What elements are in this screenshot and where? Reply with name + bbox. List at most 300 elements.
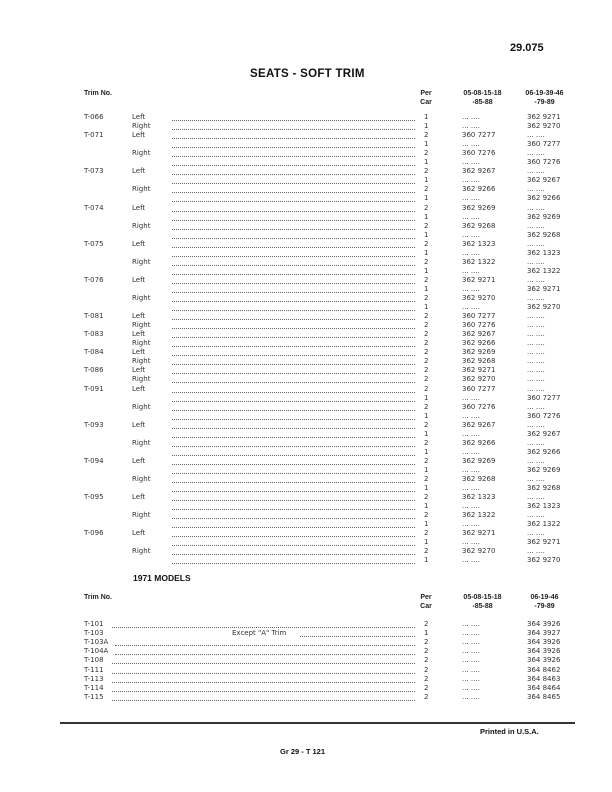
part-number-col2: ... .... [527, 312, 545, 321]
trim-number: T-093 [84, 420, 104, 429]
side-label: Left [132, 203, 146, 212]
per-car: 2 [424, 149, 429, 158]
part-number-col2: 364 3926 [527, 638, 561, 647]
per-car: 1 [424, 629, 429, 638]
leader-dots [172, 177, 415, 184]
part-number-col2: ... .... [527, 239, 545, 248]
trim-number: T-084 [84, 348, 104, 357]
side-label: Right [132, 402, 151, 411]
part-number-col2: 362 9270 [527, 122, 561, 131]
part-number-col1: ... .... [462, 212, 480, 221]
page-reference: Gr 29 - T 121 [280, 747, 326, 756]
part-number-col1: 362 9267 [462, 330, 496, 339]
part-number-col1: 362 9266 [462, 339, 496, 348]
part-number-col1: 360 7277 [462, 131, 496, 140]
leader-dots [172, 521, 415, 528]
part-number-col1: 360 7276 [462, 402, 496, 411]
trim-number: T-113 [84, 674, 104, 683]
trim-number: T-086 [84, 366, 104, 375]
leader-dots [112, 657, 415, 664]
part-number-col2: ... .... [527, 221, 545, 230]
part-number-col1: 362 1322 [462, 511, 496, 520]
leader-dots [172, 404, 415, 411]
part-number-col1: ... .... [462, 411, 480, 420]
part-number-col2: 362 9268 [527, 230, 561, 239]
part-number-col1: ... .... [462, 194, 480, 203]
side-label: Right [132, 122, 151, 131]
trim-number: T-101 [84, 620, 104, 628]
part-number-col2: ... .... [527, 511, 545, 520]
per-car: 2 [424, 647, 429, 656]
leader-dots [172, 440, 415, 447]
part-number-col1: 362 9267 [462, 167, 496, 176]
trim-number: T-091 [84, 384, 104, 393]
part-number-col2: ... .... [527, 420, 545, 429]
header-trim-no: Trim No. [84, 90, 113, 97]
trim-number: T-094 [84, 456, 104, 465]
part-number-col2: 360 7277 [527, 393, 561, 402]
part-number-col1: ... .... [462, 176, 480, 185]
part-number-col2: 362 9270 [527, 556, 561, 565]
side-label: Left [132, 384, 146, 393]
part-number-col2: ... .... [527, 203, 545, 212]
per-car: 1 [424, 393, 429, 402]
header-car: Car [420, 603, 432, 610]
part-number-col2: ... .... [527, 348, 545, 357]
side-label: Right [132, 149, 151, 158]
header-col2-line1: 06-19-46 [530, 594, 559, 601]
per-car: 2 [424, 185, 429, 194]
leader-dots [172, 367, 415, 374]
part-number-col1: ... .... [462, 248, 480, 257]
leader-dots [172, 512, 415, 519]
side-label: Right [132, 257, 151, 266]
part-number-col1: ... .... [462, 484, 480, 493]
per-car: 2 [424, 221, 429, 230]
trim-number: T-083 [84, 330, 104, 339]
leader-dots [172, 358, 415, 365]
per-car: 2 [424, 167, 429, 176]
part-number-col2: ... .... [527, 456, 545, 465]
per-car: 2 [424, 620, 429, 628]
part-number-col1: ... .... [462, 230, 480, 239]
part-number-col2: ... .... [527, 493, 545, 502]
part-number-col2: ... .... [527, 438, 545, 447]
part-number-col1: 362 9269 [462, 456, 496, 465]
leader-dots [172, 386, 415, 393]
per-car: 2 [424, 239, 429, 248]
part-number-col2: 362 9266 [527, 194, 561, 203]
header-col2-line2: -79-89 [534, 603, 555, 610]
part-number-col2: 360 7276 [527, 411, 561, 420]
per-car: 1 [424, 465, 429, 474]
part-number-col2: ... .... [527, 402, 545, 411]
part-number-col2: ... .... [527, 366, 545, 375]
part-number-col2: 362 9269 [527, 212, 561, 221]
side-label: Left [132, 131, 146, 140]
header-col1-line1: 05-08-15-18 [463, 90, 502, 97]
leader-dots [115, 648, 415, 655]
part-number-col1: ... .... [462, 284, 480, 293]
part-number-col2: 362 9268 [527, 484, 561, 493]
per-car: 2 [424, 375, 429, 384]
part-number-col1: 362 9270 [462, 375, 496, 384]
per-car: 1 [424, 176, 429, 185]
part-number-col1: 360 7276 [462, 149, 496, 158]
printed-in-usa: Printed in U.S.A. [480, 727, 539, 736]
header-car: Car [420, 99, 432, 106]
part-number-col2: ... .... [527, 529, 545, 538]
per-car: 2 [424, 674, 429, 683]
part-number-col1: 362 1322 [462, 257, 496, 266]
leader-dots [172, 449, 415, 456]
per-car: 2 [424, 330, 429, 339]
part-number-col1: 362 9270 [462, 294, 496, 302]
leader-dots [172, 458, 415, 465]
part-number-col2: 362 9271 [527, 538, 561, 547]
leader-dots [172, 277, 415, 284]
part-number-col1: ... .... [462, 140, 480, 149]
per-car: 1 [424, 556, 429, 565]
leader-dots [172, 485, 415, 492]
per-car: 1 [424, 284, 429, 293]
leader-dots [172, 114, 415, 121]
per-car: 2 [424, 402, 429, 411]
side-label: Right [132, 375, 151, 384]
leader-dots [172, 503, 415, 510]
trim-number: T-076 [84, 275, 104, 284]
per-car: 2 [424, 529, 429, 538]
part-number-col1: ... .... [462, 158, 480, 167]
leader-dots [172, 214, 415, 221]
part-number-col1: 362 9267 [462, 420, 496, 429]
part-number-col1: ... .... [462, 122, 480, 131]
per-car: 1 [424, 140, 429, 149]
part-number-col2: ... .... [527, 321, 545, 330]
part-number-col2: 362 9267 [527, 429, 561, 438]
leader-dots [172, 141, 415, 148]
per-car: 2 [424, 665, 429, 674]
leader-dots [172, 205, 415, 212]
trim-number: T-081 [84, 312, 104, 321]
per-car: 2 [424, 692, 429, 701]
part-number-col1: ... .... [462, 447, 480, 456]
leader-dots [112, 621, 415, 628]
per-car: 2 [424, 348, 429, 357]
part-number-col2: ... .... [527, 339, 545, 348]
part-number-col2: ... .... [527, 257, 545, 266]
per-car: 2 [424, 511, 429, 520]
per-car: 2 [424, 456, 429, 465]
trim-number: T-071 [84, 131, 104, 140]
part-number-col1: 362 9269 [462, 348, 496, 357]
trim-number: T-115 [84, 692, 104, 701]
per-car: 2 [424, 493, 429, 502]
leader-dots [172, 250, 415, 257]
part-number-col1: ... .... [462, 303, 480, 312]
per-car: 2 [424, 257, 429, 266]
leader-dots [300, 630, 415, 637]
part-number-col2: ... .... [527, 375, 545, 384]
part-number-col1: ... .... [462, 266, 480, 275]
part-number-col2: ... .... [527, 275, 545, 284]
part-number-col2: 364 3926 [527, 656, 561, 665]
leader-dots [172, 304, 415, 311]
part-number-col1: 362 9266 [462, 438, 496, 447]
per-car: 2 [424, 683, 429, 692]
part-number-col1: 360 7277 [462, 312, 496, 321]
side-label: Left [132, 312, 146, 321]
leader-dots [172, 241, 415, 248]
side-label: Left [132, 529, 146, 538]
header-per: Per [420, 594, 432, 601]
leader-dots [172, 539, 415, 546]
trim-number: T-104A [84, 647, 109, 656]
leader-dots [172, 186, 415, 193]
part-number-col1: 362 9268 [462, 221, 496, 230]
part-number-col2: ... .... [527, 294, 545, 302]
part-number-col1: 362 1323 [462, 493, 496, 502]
side-label: Left [132, 456, 146, 465]
header-per: Per [420, 90, 432, 97]
part-number-col1: ... .... [462, 620, 480, 628]
leader-dots [172, 150, 415, 157]
leader-dots [172, 413, 415, 420]
leader-dots [172, 395, 415, 402]
part-number-col1: ... .... [462, 113, 480, 121]
side-label: Right [132, 339, 151, 348]
page-title: SEATS - SOFT TRIM [250, 68, 365, 80]
leader-dots [172, 286, 415, 293]
per-car: 2 [424, 321, 429, 330]
side-label: Right [132, 321, 151, 330]
part-number-col1: ... .... [462, 692, 480, 701]
trim-number: T-075 [84, 239, 104, 248]
part-number-col1: 362 9271 [462, 529, 496, 538]
per-car: 1 [424, 502, 429, 511]
part-number-col1: ... .... [462, 674, 480, 683]
header-col1-line1: 05-08-15-18 [463, 594, 502, 601]
part-number-col2: 364 8462 [527, 665, 561, 674]
part-number-col1: ... .... [462, 638, 480, 647]
part-number-col2: 362 9271 [527, 284, 561, 293]
leader-dots [172, 195, 415, 202]
leader-dots [172, 313, 415, 320]
part-number-col2: 362 1323 [527, 502, 561, 511]
leader-dots [172, 494, 415, 501]
section-title-1971: 1971 MODELS [133, 573, 191, 583]
header-col1-line2: -85-88 [472, 99, 493, 106]
leader-dots [112, 667, 415, 674]
per-car: 1 [424, 230, 429, 239]
part-number-col1: 360 7277 [462, 384, 496, 393]
part-number-col2: 360 7276 [527, 158, 561, 167]
part-number-col1: ... .... [462, 393, 480, 402]
per-car: 1 [424, 194, 429, 203]
leader-dots [112, 676, 415, 683]
side-label: Left [132, 420, 146, 429]
per-car: 2 [424, 547, 429, 556]
side-label: Right [132, 221, 151, 230]
part-number-col1: 362 9271 [462, 275, 496, 284]
side-label: Right [132, 438, 151, 447]
trim-number: T-103 [84, 629, 104, 638]
per-car: 1 [424, 520, 429, 529]
part-number-col2: 362 9269 [527, 465, 561, 474]
part-number-col1: 362 9266 [462, 185, 496, 194]
part-number-col2: 364 3926 [527, 620, 561, 628]
part-number-col1: 362 9269 [462, 203, 496, 212]
leader-dots [172, 268, 415, 275]
trim-number: T-103A [84, 638, 109, 647]
part-number-col1: ... .... [462, 629, 480, 638]
part-number-col1: ... .... [462, 647, 480, 656]
per-car: 1 [424, 429, 429, 438]
side-label: Left [132, 113, 146, 121]
per-car: 2 [424, 203, 429, 212]
part-number-col1: ... .... [462, 665, 480, 674]
per-car: 2 [424, 294, 429, 302]
header-col2-line2: -79-89 [534, 99, 555, 106]
trim-number: T-111 [84, 665, 104, 674]
header-col2-line1: 06-19-39-46 [525, 90, 564, 97]
per-car: 1 [424, 266, 429, 275]
trim-number: T-096 [84, 529, 104, 538]
header-col1-line2: -85-88 [472, 603, 493, 610]
side-label: Right [132, 475, 151, 483]
trim-number: T-114 [84, 683, 104, 692]
part-number-col2: 364 8465 [527, 692, 561, 701]
per-car: 2 [424, 312, 429, 321]
per-car: 1 [424, 484, 429, 493]
leader-dots [112, 694, 415, 701]
part-number-col1: 362 9268 [462, 357, 496, 366]
part-number-col1: ... .... [462, 502, 480, 511]
part-number-col2: 362 9267 [527, 176, 561, 185]
page-number: 29.075 [510, 42, 544, 54]
leader-dots [172, 349, 415, 356]
side-label: Right [132, 185, 151, 194]
leader-dots [172, 132, 415, 139]
per-car: 2 [424, 339, 429, 348]
leader-dots [172, 123, 415, 130]
part-number-col1: ... .... [462, 465, 480, 474]
part-number-col1: 362 9268 [462, 475, 496, 483]
part-number-col2: 364 3926 [527, 647, 561, 656]
leader-dots [115, 639, 415, 646]
trim-note: Except "A" Trim [232, 629, 287, 638]
per-car: 1 [424, 122, 429, 131]
per-car: 1 [424, 158, 429, 167]
per-car: 2 [424, 357, 429, 366]
leader-dots [172, 223, 415, 230]
part-number-col1: ... .... [462, 538, 480, 547]
part-number-col2: ... .... [527, 547, 545, 556]
per-car: 2 [424, 420, 429, 429]
per-car: 2 [424, 366, 429, 375]
leader-dots [172, 168, 415, 175]
part-number-col2: 364 8464 [527, 683, 561, 692]
per-car: 2 [424, 638, 429, 647]
part-number-col1: ... .... [462, 556, 480, 565]
leader-dots [172, 548, 415, 555]
part-number-col2: ... .... [527, 357, 545, 366]
part-number-col1: 362 9271 [462, 366, 496, 375]
part-number-col2: ... .... [527, 131, 545, 140]
side-label: Left [132, 366, 146, 375]
part-number-col2: 362 9266 [527, 447, 561, 456]
per-car: 2 [424, 275, 429, 284]
per-car: 1 [424, 248, 429, 257]
per-car: 1 [424, 212, 429, 221]
part-number-col2: ... .... [527, 185, 545, 194]
side-label: Left [132, 167, 146, 176]
part-number-col2: ... .... [527, 167, 545, 176]
trim-number: T-066 [84, 113, 104, 121]
part-number-col2: 364 8463 [527, 674, 561, 683]
leader-dots [172, 295, 415, 302]
leader-dots [172, 159, 415, 166]
part-number-col1: 362 1323 [462, 239, 496, 248]
per-car: 1 [424, 411, 429, 420]
side-label: Right [132, 357, 151, 366]
trim-number: T-095 [84, 493, 104, 502]
per-car: 2 [424, 475, 429, 483]
part-number-col2: 362 9271 [527, 113, 561, 121]
side-label: Left [132, 493, 146, 502]
trim-number: T-073 [84, 167, 104, 176]
part-number-col1: ... .... [462, 520, 480, 529]
part-number-col2: ... .... [527, 330, 545, 339]
per-car: 1 [424, 538, 429, 547]
leader-dots [172, 376, 415, 383]
side-label: Right [132, 294, 151, 302]
trim-number: T-074 [84, 203, 104, 212]
leader-dots [172, 431, 415, 438]
per-car: 2 [424, 131, 429, 140]
part-number-col2: 364 3927 [527, 629, 561, 638]
leader-dots [172, 232, 415, 239]
per-car: 2 [424, 656, 429, 665]
side-label: Left [132, 275, 146, 284]
side-label: Right [132, 547, 151, 556]
per-car: 2 [424, 384, 429, 393]
per-car: 1 [424, 303, 429, 312]
part-number-col2: 360 7277 [527, 140, 561, 149]
leader-dots [172, 476, 415, 483]
leader-dots [172, 422, 415, 429]
leader-dots [172, 557, 415, 564]
per-car: 1 [424, 113, 429, 121]
part-number-col1: ... .... [462, 429, 480, 438]
part-number-col1: 360 7276 [462, 321, 496, 330]
header-trim-no: Trim No. [84, 594, 113, 601]
leader-dots [172, 530, 415, 537]
per-car: 2 [424, 438, 429, 447]
part-number-col2: ... .... [527, 384, 545, 393]
side-label: Right [132, 511, 151, 520]
footer-divider [60, 722, 575, 724]
part-number-col2: ... .... [527, 475, 545, 483]
part-number-col2: 362 1322 [527, 520, 561, 529]
part-number-col1: ... .... [462, 683, 480, 692]
side-label: Left [132, 348, 146, 357]
leader-dots [172, 331, 415, 338]
leader-dots [172, 259, 415, 266]
part-number-col1: 362 9270 [462, 547, 496, 556]
part-number-col2: 362 1323 [527, 248, 561, 257]
part-number-col1: ... .... [462, 656, 480, 665]
